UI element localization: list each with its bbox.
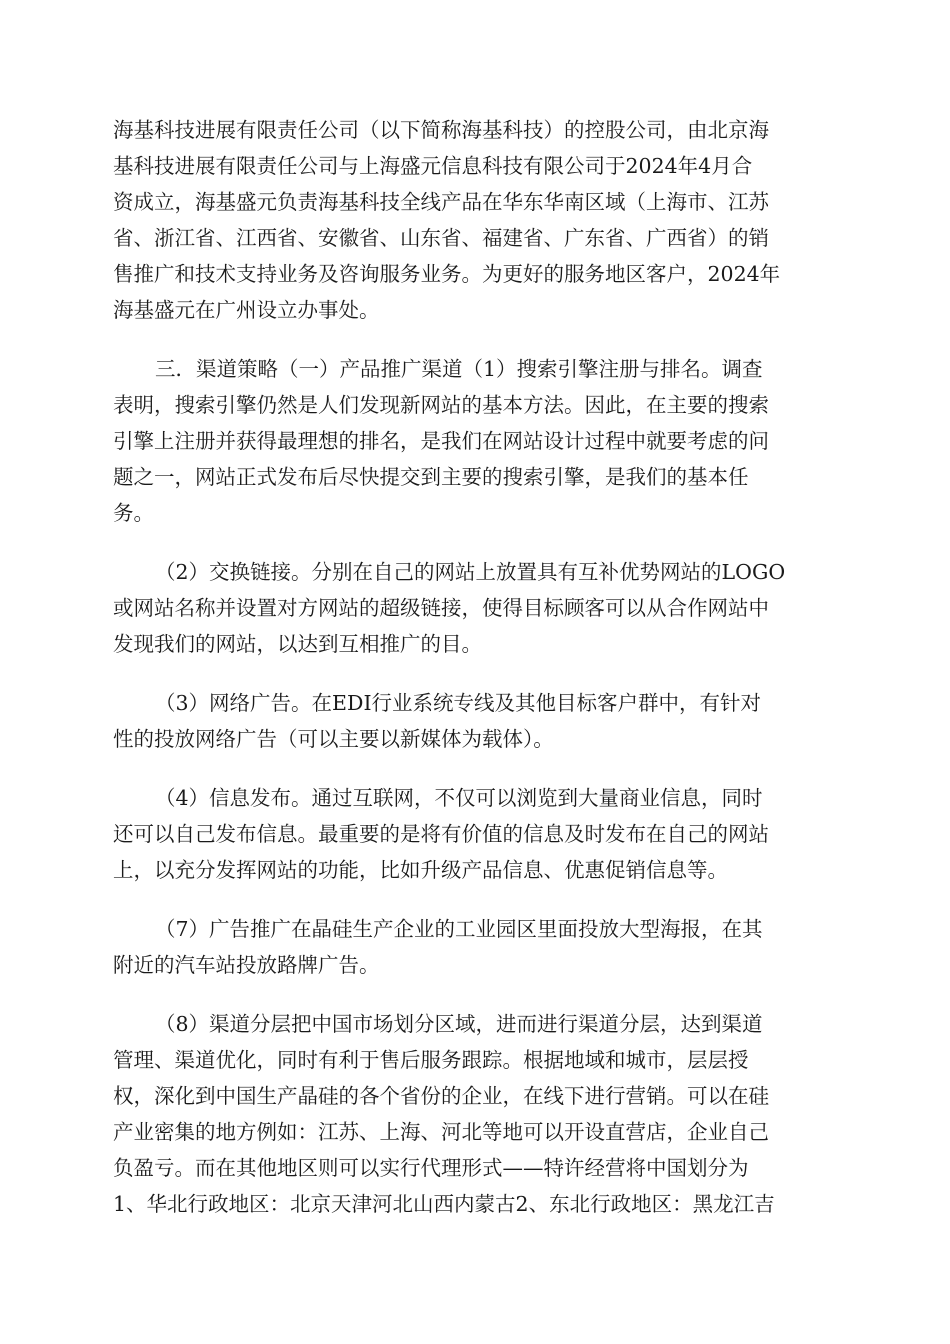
text-line: （3）网络广告。在EDI行业系统专线及其他目标客户群中，有针对 [155, 691, 762, 715]
text-line: 上，以充分发挥网站的功能，比如升级产品信息、优惠促销信息等。 [113, 858, 728, 882]
text-line: 务。 [113, 501, 154, 525]
text-line: （2）交换链接。分别在自己的网站上放置具有互补优势网站的LOGO [155, 560, 786, 584]
document-page [113, 112, 833, 1245]
paragraph-online-ads [113, 685, 833, 757]
text-line: 资成立，海基盛元负责海基科技全线产品在华东华南区域（上海市、江苏 [113, 190, 769, 214]
paragraph-ad-promotion [113, 911, 833, 983]
text-line: 省、浙江省、江西省、安徽省、山东省、福建省、广东省、广西省）的销 [113, 226, 769, 250]
text-line: 表明，搜索引擎仍然是人们发现新网站的基本方法。因此，在主要的搜索 [113, 393, 769, 417]
text-line: （7）广告推广在晶硅生产企业的工业园区里面投放大型海报，在其 [155, 917, 763, 941]
text-line: 性的投放网络广告（可以主要以新媒体为载体）。 [113, 727, 554, 751]
text-line: 管理、渠道优化，同时有利于售后服务跟踪。根据地域和城市，层层授 [113, 1048, 749, 1072]
text-line: 附近的汽车站投放路牌广告。 [113, 953, 380, 977]
text-line: 还可以自己发布信息。最重要的是将有价值的信息及时发布在自己的网站 [113, 822, 769, 846]
text-line: 海基盛元在广州设立办事处。 [113, 298, 380, 322]
text-line: 售推广和技术支持业务及咨询服务业务。为更好的服务地区客户，2024年 [113, 262, 781, 286]
text-line: 负盈亏。而在其他地区则可以实行代理形式——特许经营将中国划分为 [113, 1156, 749, 1180]
text-line: 产业密集的地方例如：江苏、上海、河北等地可以开设直营店，企业自己 [113, 1120, 769, 1144]
text-line: 三．渠道策略（一）产品推广渠道（1）搜索引擎注册与排名。调查 [155, 357, 763, 381]
paragraph-link-exchange [113, 554, 833, 662]
text-line: 发现我们的网站，以达到互相推广的目。 [113, 632, 482, 656]
text-line: （8）渠道分层把中国市场划分区域，进而进行渠道分层，达到渠道 [155, 1012, 763, 1036]
paragraph-info-publishing [113, 780, 833, 888]
paragraph-channel-tiers [113, 1006, 833, 1222]
text-line: 权，深化到中国生产晶硅的各个省份的企业，在线下进行营销。可以在硅 [113, 1084, 769, 1108]
paragraph-company-intro [113, 112, 833, 328]
text-line: 海基科技进展有限责任公司（以下简称海基科技）的控股公司，由北京海 [113, 118, 769, 142]
text-line: （4）信息发布。通过互联网，不仅可以浏览到大量商业信息，同时 [155, 786, 763, 810]
text-line: 1、华北行政地区：北京天津河北山西内蒙古2、东北行政地区：黑龙江吉 [113, 1192, 775, 1216]
text-line: 引擎上注册并获得最理想的排名，是我们在网站设计过程中就要考虑的问 [113, 429, 769, 453]
text-line: 题之一，网站正式发布后尽快提交到主要的搜索引擎，是我们的基本任 [113, 465, 749, 489]
text-line: 或网站名称并设置对方网站的超级链接，使得目标顾客可以从合作网站中 [113, 596, 769, 620]
text-line: 基科技进展有限责任公司与上海盛元信息科技有限公司于2024年4月合 [113, 154, 753, 178]
paragraph-channel-strategy [113, 351, 833, 531]
